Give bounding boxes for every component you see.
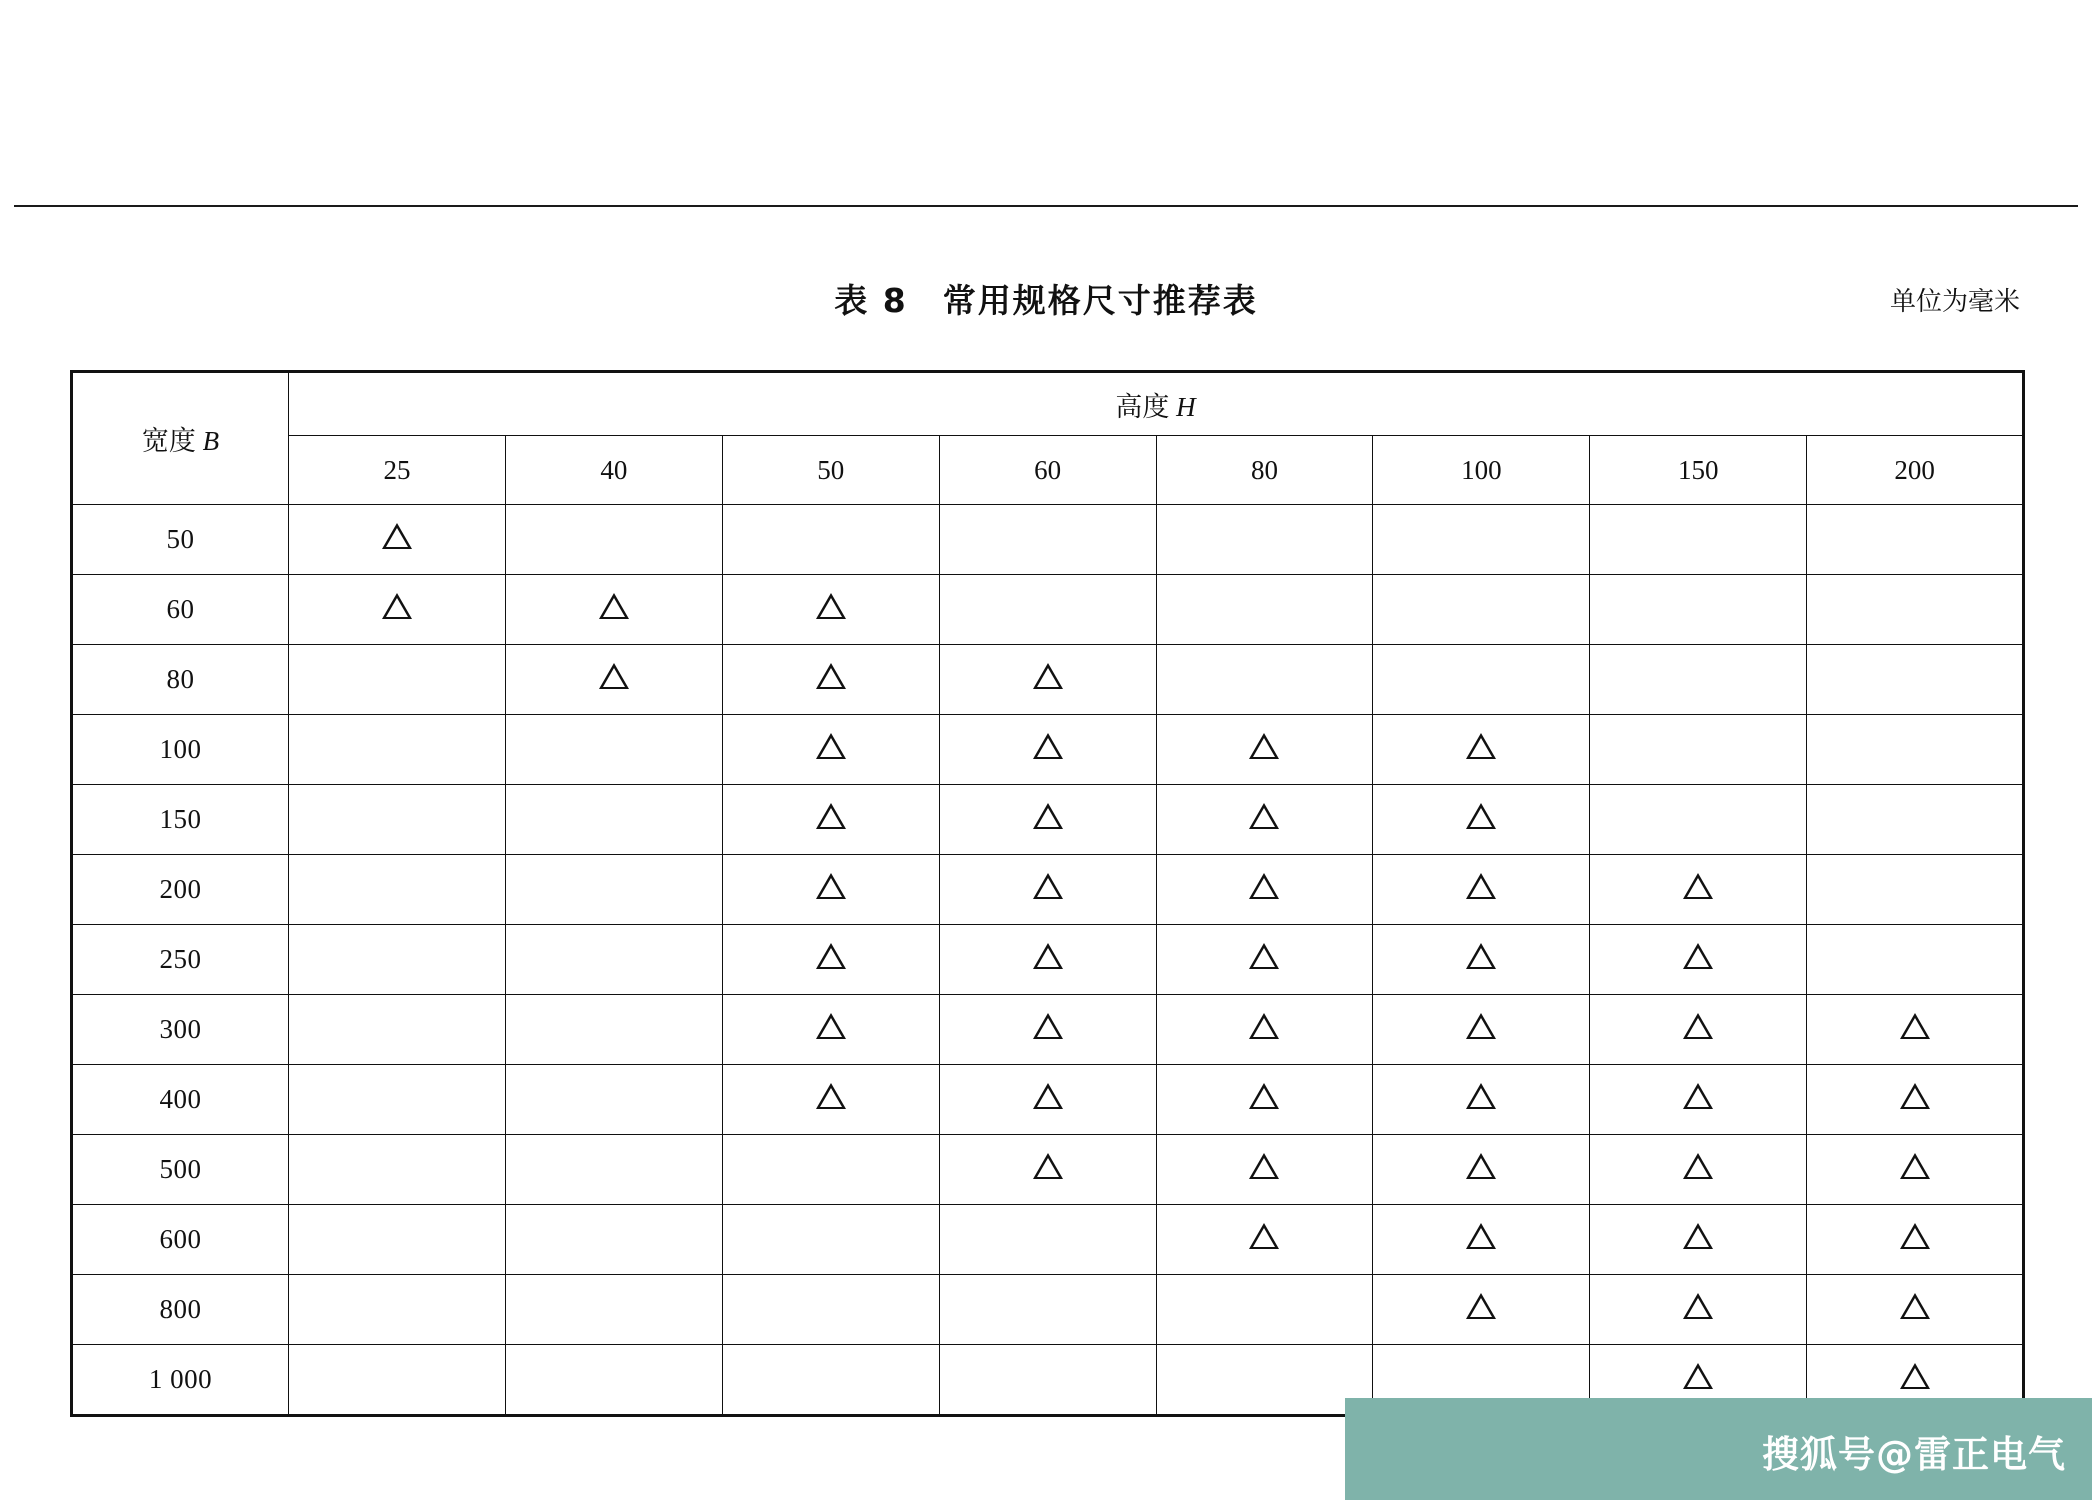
triangle-mark-icon [1033, 803, 1063, 829]
triangle-mark-icon [1900, 1293, 1930, 1319]
cell-empty [289, 715, 506, 785]
cell-marked [1590, 925, 1807, 995]
table-row [72, 645, 2024, 715]
cell-marked [722, 575, 939, 645]
cell-empty [289, 1275, 506, 1345]
triangle-mark-icon [599, 593, 629, 619]
cell-empty [722, 1205, 939, 1275]
table-header-row-columns [72, 436, 2024, 505]
cell-empty [505, 1275, 722, 1345]
cell-empty [722, 1135, 939, 1205]
triangle-mark-icon [1683, 1153, 1713, 1179]
column-header-150: 150 [1590, 436, 1807, 505]
cell-empty [1590, 785, 1807, 855]
cell-marked [722, 995, 939, 1065]
cell-marked [1807, 1275, 2024, 1345]
cell-marked [722, 715, 939, 785]
unit-note: 单位为毫米 [1889, 287, 2020, 317]
cell-marked [505, 645, 722, 715]
triangle-mark-icon [1249, 803, 1279, 829]
cell-marked [1373, 1205, 1590, 1275]
cell-empty [289, 1135, 506, 1205]
cell-marked [1156, 995, 1373, 1065]
row-header-width: 400 [72, 1065, 289, 1135]
table-row [72, 925, 2024, 995]
cell-marked [289, 505, 506, 575]
triangle-mark-icon [1683, 1083, 1713, 1109]
cell-marked [1373, 995, 1590, 1065]
triangle-mark-icon [1683, 1363, 1713, 1389]
triangle-mark-icon [1466, 873, 1496, 899]
cell-marked [722, 645, 939, 715]
cell-empty [1156, 575, 1373, 645]
cell-empty [505, 1065, 722, 1135]
row-header-width: 80 [72, 645, 289, 715]
cell-empty [289, 995, 506, 1065]
row-header-width: 60 [72, 575, 289, 645]
cell-marked [939, 1065, 1156, 1135]
row-header-width: 250 [72, 925, 289, 995]
cell-empty [1156, 1345, 1373, 1416]
cell-empty [1807, 505, 2024, 575]
column-header-100: 100 [1373, 436, 1590, 505]
cell-marked [1156, 925, 1373, 995]
triangle-mark-icon [382, 523, 412, 549]
row-header-width: 500 [72, 1135, 289, 1205]
triangle-mark-icon [816, 873, 846, 899]
cell-marked [939, 995, 1156, 1065]
spec-table-wrapper [70, 370, 2025, 1417]
table-row [72, 715, 2024, 785]
triangle-mark-icon [1466, 1153, 1496, 1179]
triangle-mark-icon [1033, 873, 1063, 899]
triangle-mark-icon [1466, 1223, 1496, 1249]
cell-empty [289, 925, 506, 995]
triangle-mark-icon [1033, 943, 1063, 969]
cell-marked [1156, 715, 1373, 785]
table-row [72, 785, 2024, 855]
cell-marked [722, 855, 939, 925]
table-row [72, 1065, 2024, 1135]
triangle-mark-icon [1249, 1013, 1279, 1039]
triangle-mark-icon [1033, 1083, 1063, 1109]
cell-marked [939, 925, 1156, 995]
triangle-mark-icon [1033, 733, 1063, 759]
cell-marked [1373, 1275, 1590, 1345]
cell-empty [1373, 505, 1590, 575]
row-header-width: 150 [72, 785, 289, 855]
cell-marked [1807, 1205, 2024, 1275]
cell-empty [1590, 505, 1807, 575]
cell-marked [1807, 995, 2024, 1065]
cell-marked [1590, 1065, 1807, 1135]
cell-empty [1373, 575, 1590, 645]
cell-empty [289, 1065, 506, 1135]
triangle-mark-icon [1249, 1153, 1279, 1179]
table-row [72, 1135, 2024, 1205]
page-title: 表 8 常用规格尺寸推荐表 [834, 281, 1258, 320]
cell-empty [1807, 575, 2024, 645]
triangle-mark-icon [1683, 943, 1713, 969]
triangle-mark-icon [599, 663, 629, 689]
triangle-mark-icon [1900, 1153, 1930, 1179]
cell-empty [505, 505, 722, 575]
cell-empty [505, 1345, 722, 1416]
cell-marked [1373, 1135, 1590, 1205]
row-header-width: 200 [72, 855, 289, 925]
cell-marked [1590, 1135, 1807, 1205]
cell-empty [939, 1205, 1156, 1275]
cell-marked [1156, 1065, 1373, 1135]
cell-empty [1807, 925, 2024, 995]
triangle-mark-icon [1249, 1223, 1279, 1249]
cell-empty [289, 785, 506, 855]
cell-marked [289, 575, 506, 645]
cell-empty [939, 575, 1156, 645]
cell-marked [1590, 1275, 1807, 1345]
triangle-mark-icon [1033, 1153, 1063, 1179]
cell-empty [939, 505, 1156, 575]
cell-marked [1156, 785, 1373, 855]
triangle-mark-icon [1249, 1083, 1279, 1109]
column-header-25: 25 [289, 436, 506, 505]
cell-marked [722, 925, 939, 995]
triangle-mark-icon [1683, 1293, 1713, 1319]
table-row [72, 1275, 2024, 1345]
cell-empty [505, 1135, 722, 1205]
column-header-50: 50 [722, 436, 939, 505]
table-row [72, 575, 2024, 645]
column-header-200: 200 [1807, 436, 2024, 505]
triangle-mark-icon [1466, 1013, 1496, 1039]
triangle-mark-icon [816, 943, 846, 969]
triangle-mark-icon [816, 733, 846, 759]
cell-empty [1156, 645, 1373, 715]
cell-marked [1373, 785, 1590, 855]
cell-marked [939, 645, 1156, 715]
cell-marked [939, 855, 1156, 925]
triangle-mark-icon [816, 1083, 846, 1109]
triangle-mark-icon [1683, 873, 1713, 899]
table-row [72, 1205, 2024, 1275]
triangle-mark-icon [1683, 1013, 1713, 1039]
watermark-label: 搜狐号@雷正电气 [1762, 1433, 2066, 1476]
cell-empty [289, 1345, 506, 1416]
cell-empty [939, 1345, 1156, 1416]
cell-marked [1590, 995, 1807, 1065]
column-header-40: 40 [505, 436, 722, 505]
cell-empty [1590, 715, 1807, 785]
row-header-width: 800 [72, 1275, 289, 1345]
cell-marked [1373, 925, 1590, 995]
cell-empty [1590, 575, 1807, 645]
triangle-mark-icon [816, 663, 846, 689]
cell-empty [505, 925, 722, 995]
row-header-width: 100 [72, 715, 289, 785]
cell-empty [1807, 785, 2024, 855]
cell-marked [1807, 1065, 2024, 1135]
cell-marked [1807, 1135, 2024, 1205]
triangle-mark-icon [1683, 1223, 1713, 1249]
cell-empty [505, 785, 722, 855]
column-header-60: 60 [939, 436, 1156, 505]
row-header-width: 1 000 [72, 1345, 289, 1416]
triangle-mark-icon [1033, 663, 1063, 689]
row-header-width: 50 [72, 505, 289, 575]
cell-marked [1590, 855, 1807, 925]
triangle-mark-icon [382, 593, 412, 619]
table-row [72, 855, 2024, 925]
triangle-mark-icon [1466, 733, 1496, 759]
row-header-width: 600 [72, 1205, 289, 1275]
cell-empty [1156, 1275, 1373, 1345]
triangle-mark-icon [816, 593, 846, 619]
cell-empty [505, 715, 722, 785]
header-width-b: 宽度 B [72, 372, 289, 505]
spec-table [70, 370, 2025, 1417]
table-row [72, 995, 2024, 1065]
cell-empty [722, 1345, 939, 1416]
header-height-h: 高度 H [289, 372, 2024, 436]
cell-empty [289, 645, 506, 715]
cell-empty [1590, 645, 1807, 715]
cell-marked [1156, 1135, 1373, 1205]
cell-marked [1156, 1205, 1373, 1275]
triangle-mark-icon [1466, 1083, 1496, 1109]
cell-empty [722, 505, 939, 575]
cell-marked [939, 715, 1156, 785]
cell-empty [289, 855, 506, 925]
triangle-mark-icon [1466, 943, 1496, 969]
triangle-mark-icon [1900, 1083, 1930, 1109]
table-row [72, 505, 2024, 575]
cell-empty [939, 1275, 1156, 1345]
table-header-row-group [72, 372, 2024, 436]
cell-empty [1373, 645, 1590, 715]
header-rule [14, 205, 2078, 207]
row-header-width: 300 [72, 995, 289, 1065]
cell-empty [1156, 505, 1373, 575]
cell-marked [1590, 1205, 1807, 1275]
cell-marked [939, 1135, 1156, 1205]
cell-empty [505, 995, 722, 1065]
cell-empty [289, 1205, 506, 1275]
column-header-80: 80 [1156, 436, 1373, 505]
cell-marked [1373, 855, 1590, 925]
triangle-mark-icon [1900, 1013, 1930, 1039]
cell-marked [1373, 1065, 1590, 1135]
triangle-mark-icon [1249, 943, 1279, 969]
triangle-mark-icon [816, 1013, 846, 1039]
cell-marked [722, 785, 939, 855]
cell-empty [505, 855, 722, 925]
triangle-mark-icon [1033, 1013, 1063, 1039]
triangle-mark-icon [1466, 803, 1496, 829]
triangle-mark-icon [1249, 873, 1279, 899]
cell-empty [722, 1275, 939, 1345]
triangle-mark-icon [1900, 1223, 1930, 1249]
title-row [0, 275, 2092, 325]
cell-marked [1156, 855, 1373, 925]
cell-empty [1807, 855, 2024, 925]
cell-marked [939, 785, 1156, 855]
cell-marked [505, 575, 722, 645]
triangle-mark-icon [1900, 1363, 1930, 1389]
cell-empty [1807, 715, 2024, 785]
triangle-mark-icon [816, 803, 846, 829]
cell-empty [1807, 645, 2024, 715]
cell-marked [1373, 715, 1590, 785]
cell-marked [722, 1065, 939, 1135]
cell-empty [505, 1205, 722, 1275]
triangle-mark-icon [1249, 733, 1279, 759]
triangle-mark-icon [1466, 1293, 1496, 1319]
